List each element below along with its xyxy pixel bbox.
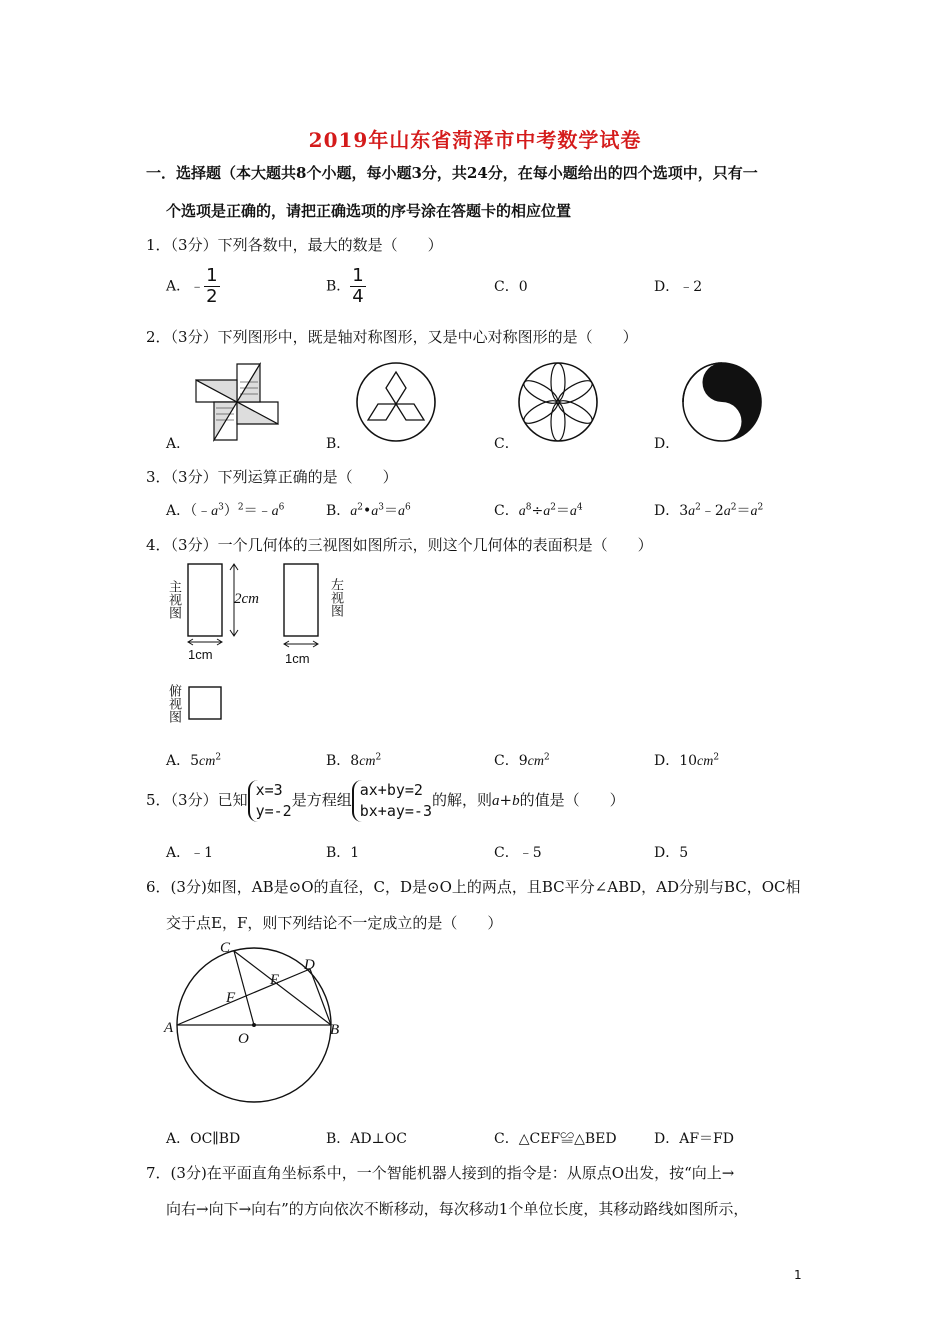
q5-option-c: C．﹣5 [494, 845, 542, 861]
label-E: E [270, 972, 280, 988]
q3-option-d: D．$3a^2﹣2a^2=a^2$ [654, 502, 764, 519]
circle-flower-figure [516, 360, 600, 444]
q1-stem: 1．（3分）下列各数中，最大的数是（ ） [146, 236, 443, 254]
yin-yang-figure [680, 360, 764, 444]
q1-b-fraction: $\frac{1}{4}$ [352, 265, 364, 307]
q6-stem-line2: 交于点E，F，则下列结论不一定成立的是（ ） [166, 914, 503, 932]
label-C: C [220, 940, 231, 956]
q6-option-b: B．AD⊥OC [326, 1131, 407, 1147]
q1-option-c: C．0 [494, 279, 528, 295]
label-D: D [304, 957, 315, 973]
q1-option-b: B． $\frac{1}{4}$ [326, 265, 364, 307]
q1-a-fraction: $\frac{1}{2}$ [206, 265, 218, 307]
q5-option-a: A．﹣1 [166, 845, 214, 861]
q5-option-b: B．1 [326, 845, 360, 861]
label-B: B [330, 1022, 340, 1038]
q3-option-c: C．$a^8\div a^2=a^4$ [494, 502, 583, 519]
q1-option-d: D．﹣2 [654, 279, 703, 295]
q3-option-b: B．$a^2•a^3=a^6$ [326, 502, 411, 519]
section-heading-line2: 个选项是正确的，请把正确选项的序号涂在答题卡的相应位置 [166, 202, 572, 220]
circle-geometry-figure [158, 936, 348, 1116]
circle-three-rhombus-figure [354, 360, 438, 444]
q2-option-c: C． [494, 436, 519, 452]
label-O: O [238, 1031, 249, 1047]
q4-stem: 4．（3分）一个几何体的三视图如图所示，则这个几何体的表面积是（ ） [146, 536, 653, 554]
q6-option-d: D．AF＝FD [654, 1131, 734, 1147]
label-F: F [226, 990, 236, 1006]
front-width-label: 1cm [188, 647, 213, 662]
q2-option-d: D． [654, 436, 680, 452]
q5-solution-system: x=3 y=-2 [248, 780, 292, 822]
page-number: 1 [794, 1268, 802, 1282]
height-label: 2cm [234, 591, 259, 607]
q5-stem: 5．（3分）已知 x=3 y=-2 是方程组 ax+by=2 bx+ay=-3 的解，则a+b的值是（ ） [146, 781, 625, 820]
side-view-label: 左视图 [328, 578, 343, 617]
label-A: A [164, 1020, 174, 1036]
q5-option-d: D．5 [654, 845, 689, 861]
q5-equation-system: ax+by=2 bx+ay=-3 [352, 780, 432, 822]
q4-option-b: B．$8cm^2$ [326, 752, 382, 769]
q2-option-b: B． [326, 436, 351, 452]
side-width-label: 1cm [285, 651, 310, 666]
pinwheel-figure [192, 360, 282, 444]
top-view-figure [186, 684, 226, 724]
q4-option-d: D．$10cm^2$ [654, 752, 720, 769]
q3-stem: 3．（3分）下列运算正确的是（ ） [146, 468, 398, 486]
q7-stem-line2: 向右→向下→向右”的方向依次不断移动，每次移动1个单位长度，其移动路线如图所示， [166, 1200, 749, 1218]
q4-option-a: A．$5cm^2$ [166, 752, 222, 769]
q1-option-a: A．﹣ $\frac{1}{2}$ [166, 265, 218, 307]
q6-stem-line1: 6．(3分)如图，AB是⊙O的直径，C，D是⊙O上的两点，且BC平分∠ABD，AD分别与BC，OC相 [146, 878, 801, 896]
section-heading-line1: 一．选择题（本大题共8个小题，每小题3分，共24分，在每小题给出的四个选项中，只有一 [146, 164, 758, 182]
page-title: 2019年山东省菏泽市中考数学试卷 [308, 128, 642, 152]
front-view-label: 主视图 [166, 580, 181, 619]
q6-option-c: C．△CEF≌△BED [494, 1131, 617, 1147]
q4-option-c: C．$9cm^2$ [494, 752, 550, 769]
q6-option-a: A．OC∥BD [166, 1131, 241, 1147]
top-view-label: 俯视图 [166, 684, 181, 723]
q7-stem-line1: 7．(3分)在平面直角坐标系中，一个智能机器人接到的指令是：从原点O出发，按“向上→ [146, 1164, 735, 1182]
q3-option-a: A．$(﹣a^3)^2=﹣a^6$ [166, 502, 285, 519]
q2-stem: 2．（3分）下列图形中，既是轴对称图形，又是中心对称图形的是（ ） [146, 328, 638, 346]
q2-option-a: A． [166, 436, 191, 452]
